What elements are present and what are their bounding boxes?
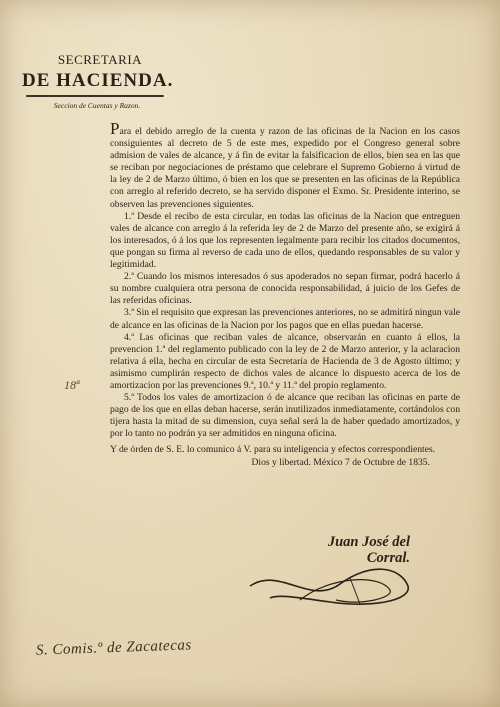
provision-4: 4.ª Las oficinas que reciban vales de alcance, observarán en cuanto á ellos, la prevencion 1.ª del reglamento publicado con la ley de 2 de Marzo anterior, y la aclaracion relativa á ella, hecha en circular de esta Secretaría de Hacienda de 3 de Agosto último; y asimismo cumplirán respecto de dichos vales de alcance lo dispuesto acerca de los de amortizacion por las prevenciones 9.ª, 10.ª y 11.ª del propio reglamento. (110, 331, 460, 391)
provision-5: 5.ª Todos los vales de amortizacion ó de alcance que reciban las oficinas en parte de pago de los que en ellas deban hacerse, serán inutilizados inmediatamente, cortándolos con tijera hasta la mitad de su dimension, cuya señal será la de haber quedado amortizados, y por lo tanto no podrán ya ser admitidos en ninguna oficina. (110, 392, 460, 440)
signature-flourish-icon (240, 556, 420, 616)
drop-initial: P (110, 119, 120, 138)
handwritten-addressee: S. Comis.º de Zacatecas (35, 637, 192, 659)
intro-text: ara el debido arreglo de la cuenta y razon de las oficinas de la Nacion en los casos consiguientes al decreto de 5 de este mes, expedido por el Congreso general sobre admision de vales de alcance, y á fin de evitar la falsificacion de ellos, bien sea en las que se reciban por negociaciones de préstamo que celebrare el Supremo Gobierno á virtud de la ley de 2 de Marzo último, ó bien en los que se presenten en las oficinas de la República con arreglo al referido decreto, se ha servido disponer el Exmo. Sr. Presidente interino, se observen las prevenciones siguientes. (110, 126, 460, 210)
provision-2: 2.ª Cuando los mismos interesados ó sus apoderados no sepan firmar, podrá hacerlo á su nombre cualquiera otra persona de conocida responsabilidad, á juicio de los Gefes de las referidas oficinas. (110, 271, 460, 307)
circular-body (110, 119, 460, 469)
letterhead (22, 52, 172, 110)
letterhead-rule (26, 95, 164, 97)
intro-paragraph (110, 119, 460, 211)
provision-1: 1.ª Desde el recibo de esta circular, en todas las oficinas de la Nacion que entreguen vales de alcance con arreglo á la referida ley de 2 de Marzo del presente año, se exigirá á los interesados, ó á los que los representen legalmente para recibir los citados documentos, que pongan su firma al reverso de cada uno de ellos, quedando responsables de su valor y legitimidad. (110, 210, 460, 271)
margin-annotation: 18ª (64, 378, 80, 392)
signature-line2: Corral. (366, 550, 410, 566)
date-line: Dios y libertad. México 7 de Octubre de 1835. (251, 456, 430, 468)
signature-line1: Juan José del (327, 534, 410, 550)
letterhead-title: DE HACIENDA. (22, 70, 174, 91)
letterhead-line1: SECRETARIA (57, 52, 143, 67)
provision-3: 3.ª Sin el requisito que expresan las prevenciones anteriores, no se admitirá ningun vale de alcance en las oficinas de la Nacion por los pagos que en ellas puedan hacerse. (110, 307, 460, 331)
closing-paragraph: Y de órden de S. E. lo comunico á V. para su inteligencia y efectos correspondientes. (110, 444, 436, 456)
letterhead-section: Seccion de Cuentas y Razon. (53, 101, 141, 110)
